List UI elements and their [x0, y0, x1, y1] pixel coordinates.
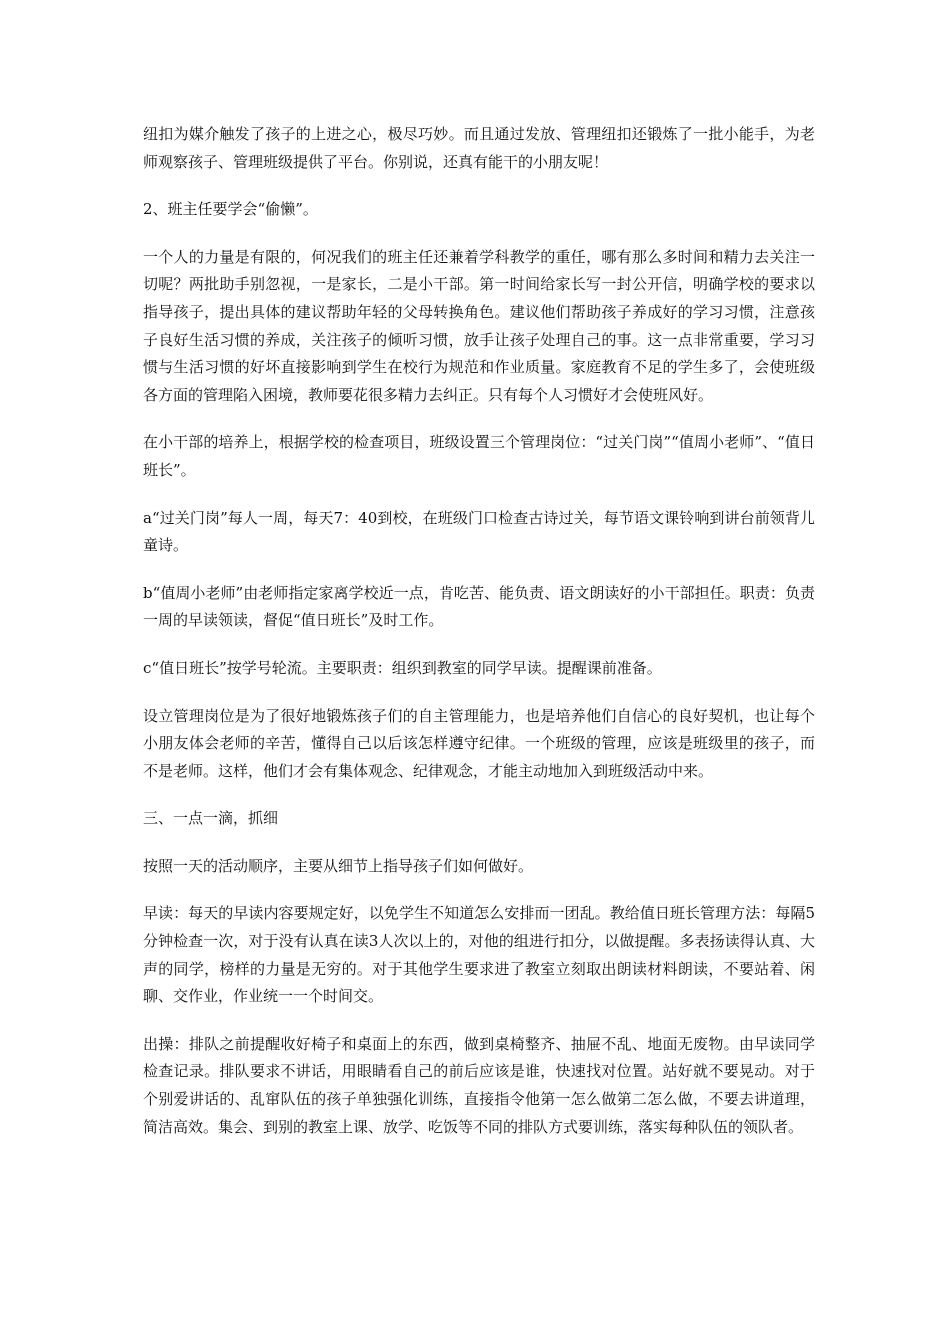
paragraph-intro: 纽扣为媒介触发了孩子的上进之心，极尽巧妙。而且通过发放、管理纽扣还锻炼了一批小能手，为老师观察孩子、管理班级提供了平台。你别说，还真有能干的小朋友呢！ [143, 125, 815, 171]
list-item-b: b“值周小老师”由老师指定家离学校近一点，肯吃苦、能负责、语文朗读好的小干部担任。职责：负责一周的早读领读，督促“值日班长”及时工作。 [143, 583, 815, 630]
paragraph-exercise-lineup: 出操：排队之前提醒收好椅子和桌面上的东西，做到桌椅整齐、抽屉不乱、地面无废物。由早读同学检查记录。排队要求不讲话，用眼睛看自己的前后应该是谁，快速找对位置。站好就不要晃动。对于个别爱讲话的、乱窜队伍的孩子单独强化训练，直接指令他第一怎么做第二怎么做，不要去讲道理，简洁高效。集会、到别的教室上课、放学、吃饭等不同的排队方式要训练，落实每种队伍的领队者。 [143, 1034, 815, 1136]
paragraph-morning-reading: 早读：每天的早读内容要规定好，以免学生不知道怎么安排而一团乱。教给值日班长管理方法：每隔5分钟检查一次，对于没有认真在读3人次以上的，对他的组进行扣分，以做提醒。多表扬读得认真、大声的同学，榜样的力量是无穷的。对于其他学生要求进了教室立刻取出朗读材料朗读，不要站着、闲聊、交作业，作业统一一个时间交。 [143, 904, 815, 1006]
paragraph: 按照一天的活动顺序，主要从细节上指导孩子们如何做好。 [143, 856, 534, 875]
section-heading-3: 三、一点一滴，抓细 [143, 809, 279, 828]
list-item-c: c“值日班长”按学号轮流。主要职责：组织到教室的同学早读。提醒课前准备。 [143, 658, 662, 677]
document-body [143, 121, 815, 1161]
section-heading-2: 2、班主任要学会“偷懒”。 [143, 200, 318, 219]
paragraph: 一个人的力量是有限的，何况我们的班主任还兼着学科教学的重任，哪有那么多时间和精力去关注一切呢？两批助手别忽视，一是家长，二是小干部。第一时间给家长写一封公开信，明确学校的要求以指导孩子，提出具体的建议帮助年轻的父母转换角色。建议他们帮助孩子养成好的学习习惯，注意孩子良好生活习惯的养成，关注孩子的倾听习惯，放手让孩子处理自己的事。这一点非常重要，学习习惯与生活习惯的好坏直接影响到学生在校行为规范和作业质量。家庭教育不足的学生多了，会使班级各方面的管理陷入困境，教师要花很多精力去纠正。只有每个人习惯好才会使班风好。 [143, 247, 815, 404]
list-item-a: a“过关门岗”每人一周，每天7：40到校，在班级门口检查古诗过关，每节语文课铃响到讲台前领背儿童诗。 [143, 508, 815, 555]
paragraph: 在小干部的培养上，根据学校的检查项目，班级设置三个管理岗位：“过关门岗”“值周小老师”、“值日班长”。 [143, 433, 815, 479]
paragraph: 设立管理岗位是为了很好地锻炼孩子们的自主管理能力，也是培养他们自信心的良好契机，也让每个小朋友体会老师的辛苦，懂得自己以后该怎样遵守纪律。一个班级的管理，应该是班级里的孩子，而不是老师。这样，他们才会有集体观念、纪律观念，才能主动地加入到班级活动中来。 [143, 706, 815, 780]
